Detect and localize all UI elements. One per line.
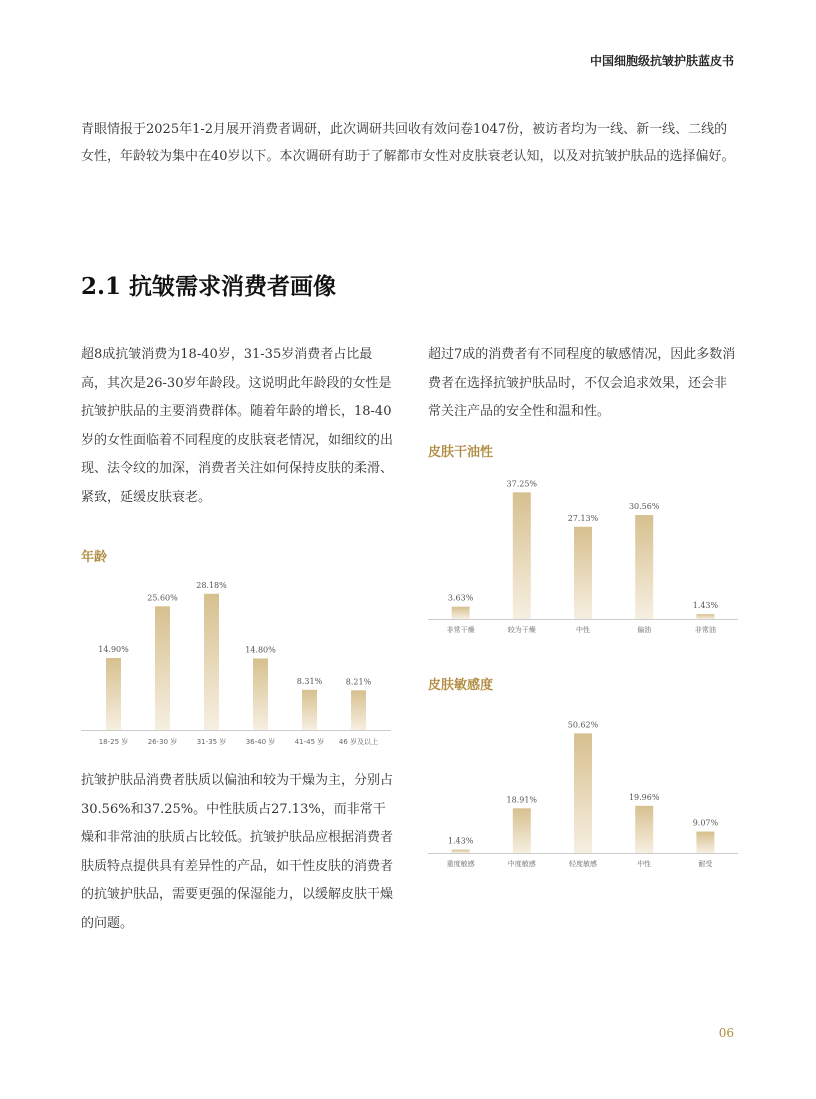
page-number: 06 [718, 1026, 734, 1040]
category-tick-label: 18-25 岁 [98, 738, 129, 746]
category-tick-label: 46 岁及以上 [338, 738, 379, 746]
bar [574, 527, 592, 619]
category-tick-label: 重度敏感 [446, 860, 475, 868]
age-bar-chart [81, 565, 391, 750]
data-label: 1.43% [692, 601, 719, 611]
bar [452, 850, 470, 853]
data-label: 14.90% [98, 644, 129, 654]
category-tick-label: 31-35 岁 [196, 738, 227, 746]
category-tick-label: 36-40 岁 [245, 738, 276, 746]
data-label: 30.56% [628, 502, 660, 512]
data-label: 8.31% [296, 676, 323, 686]
category-tick-label: 41-45 岁 [294, 738, 325, 746]
bar [302, 690, 317, 730]
bar [155, 606, 170, 730]
document-header-title: 中国细胞级抗皱护肤蓝皮书 [589, 54, 734, 68]
sensitivity-bar-chart [428, 700, 738, 875]
bar [351, 690, 366, 730]
data-label: 3.63% [447, 593, 474, 603]
data-label: 28.18% [196, 580, 227, 590]
age-chart-title: 年龄 [81, 550, 108, 565]
category-tick-label: 非常干燥 [446, 626, 475, 634]
skin-type-chart-title: 皮肤干油性 [428, 445, 494, 460]
category-tick-label: 轻度敏感 [569, 860, 597, 868]
data-label: 14.80% [245, 645, 276, 655]
data-label: 50.62% [567, 720, 599, 730]
data-label: 25.60% [147, 593, 178, 603]
bar [253, 658, 268, 730]
data-label: 9.07% [692, 818, 719, 828]
category-tick-label: 耐受 [698, 860, 713, 868]
data-label: 27.13% [567, 513, 599, 523]
category-tick-label: 26-30 岁 [147, 738, 178, 746]
skin-type-analysis-paragraph: 抗皱护肤品消费者肤质以偏油和较为干燥为主，分别占30.56%和37.25%。中性肤质占27.13%，而非常干燥和非常油的肤质占比较低。抗皱护肤品应根据消费者肤质特点提供具有差异性的产品，如干性皮肤的消费者的抗皱护肤品，需要更强的保湿能力，以缓解皮肤干燥的问题。 [81, 773, 394, 931]
bar [696, 614, 714, 619]
bar [204, 594, 219, 730]
sensitivity-chart-title: 皮肤敏感度 [428, 678, 494, 693]
sensitivity-analysis-paragraph: 超过7成的消费者有不同程度的敏感情况，因此多数消费者在选择抗皱护肤品时，不仅会追求效果，还会非常关注产品的安全性和温和性。 [428, 347, 736, 420]
data-label: 19.96% [628, 792, 660, 802]
section-heading: 2.1 抗皱需求消费者画像 [81, 273, 337, 300]
category-tick-label: 较为干燥 [507, 626, 536, 634]
bar [513, 492, 531, 619]
category-tick-label: 偏油 [637, 626, 652, 634]
bar [635, 515, 653, 619]
bar [696, 832, 714, 853]
bar [452, 607, 470, 619]
data-label: 18.91% [506, 795, 538, 805]
category-tick-label: 中性 [637, 860, 652, 868]
bar [635, 806, 653, 853]
age-analysis-paragraph: 超8成抗皱消费为18-40岁，31-35岁消费者占比最高，其次是26-30岁年龄段。这说明此年龄段的女性是抗皱护肤品的主要消费群体。随着年龄的增长，18-40岁的女性面临着不同程度的皮肤衰老情况，如细纹的出现、法令纹的加深，消费者关注如何保持皮肤的柔滑、紧致，延缓皮肤衰老。 [81, 347, 394, 505]
category-tick-label: 中性 [576, 626, 590, 634]
bar [513, 808, 531, 853]
category-tick-label: 中度敏感 [507, 860, 536, 868]
intro-paragraph: 青眼情报于2025年1-2月展开消费者调研，此次调研共回收有效问卷1047份，被访者均为一线、新一线、二线的女性，年龄较为集中在40岁以下。本次调研有助于了解都市女性对皮肤衰老认知，以及对抗皱护肤品的选择偏好。 [81, 122, 735, 164]
skin-type-bar-chart [428, 460, 738, 640]
data-label: 8.21% [345, 677, 372, 687]
category-tick-label: 非常油 [694, 626, 716, 634]
bar [106, 658, 121, 730]
bar [574, 733, 592, 853]
data-label: 1.43% [447, 836, 474, 846]
data-label: 37.25% [506, 479, 538, 489]
